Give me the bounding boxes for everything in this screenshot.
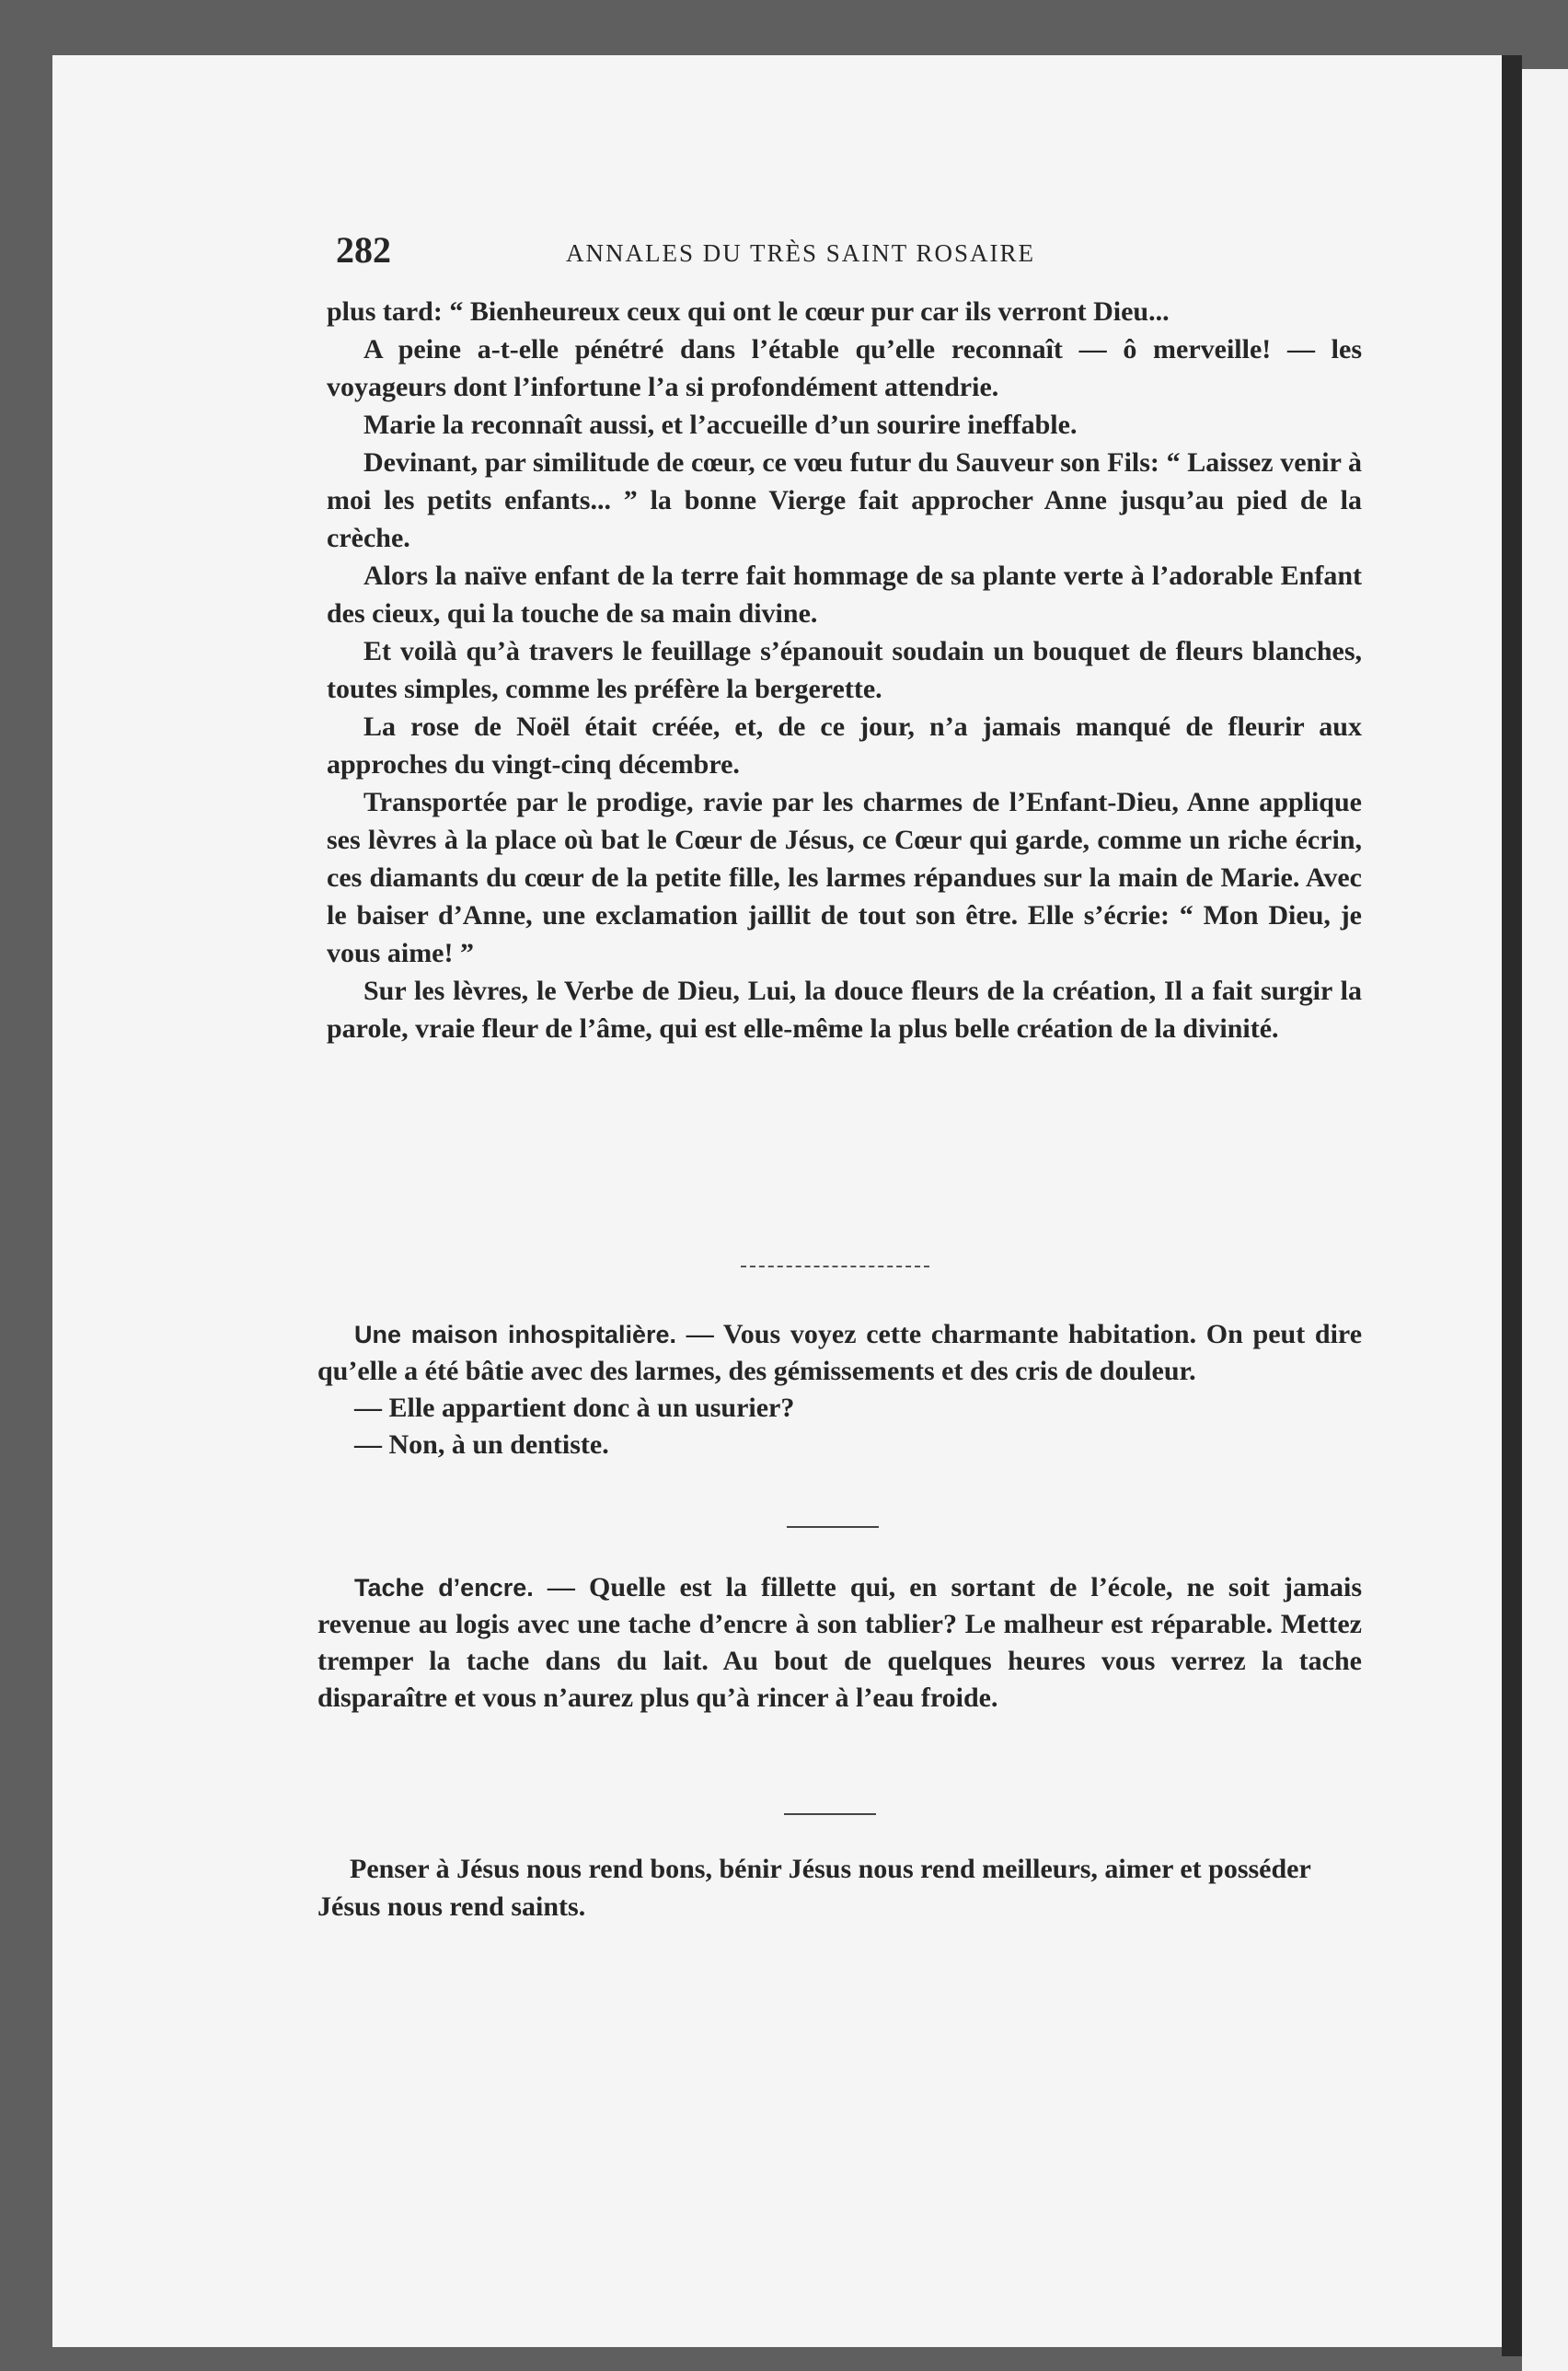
encre-lead: Tache d’encre. [354, 1574, 534, 1602]
section-divider [787, 1526, 879, 1528]
story-paragraph: Marie la reconnaît aussi, et l’accueille d’un sourire ineffable. [363, 410, 1078, 440]
maison-text: — Vous voyez cette charmante habitation. On peut dire qu’elle a été bâtie avec des larmes, des gémissements et des cris de douleur. [317, 1319, 1363, 1386]
facing-page-edge [1522, 69, 1568, 2371]
story-paragraph: plus tard: “ Bienheureux ceux qui ont le cœur pur car ils verront Dieu... [327, 296, 1170, 327]
maison-paragraph [317, 1316, 1362, 1390]
story-paragraph: Devinant, par similitude de cœur, ce vœu futur du Sauveur son Fils: “ Laissez venir à moi les petits enfants... ” la bonne Vierge fait approcher Anne jusqu’au pied de la crèche. [327, 447, 1362, 553]
running-title: ANNALES DU TRÈS SAINT ROSAIRE [566, 239, 1036, 267]
maison-dialogue-2: — Non, à un dentiste. [354, 1429, 609, 1460]
closing-paragraph: Penser à Jésus nous rend bons, bénir Jésus nous rend meilleurs, aimer et posséder Jésus nous rend saints. [317, 1854, 1311, 1922]
story-paragraph: A peine a-t-elle pénétré dans l’étable qu’elle reconnaît — ô merveille! — les voyageurs dont l’infortune l’a si profondément attendrie. [327, 334, 1362, 402]
story-paragraph: Alors la naïve enfant de la terre fait hommage de sa plante verte à l’adorable Enfant des cieux, qui la touche de sa main divine. [327, 561, 1362, 629]
section-divider [784, 1813, 876, 1815]
maison-section [317, 1316, 1362, 1463]
maison-lead: Une maison inhospitalière. [354, 1321, 677, 1348]
encre-paragraph [317, 1569, 1362, 1717]
story-paragraph: Sur les lèvres, le Verbe de Dieu, Lui, la douce fleurs de la création, Il a fait surgir la parole, vraie fleur de l’âme, qui est elle-même la plus belle création de la divinité. [327, 976, 1362, 1044]
story-paragraph: Et voilà qu’à travers le feuillage s’épanouit soudain un bouquet de fleurs blanches, toutes simples, comme les préfère la bergerette. [327, 636, 1362, 704]
maison-dialogue-1: — Elle appartient donc à un usurier? [354, 1393, 795, 1423]
encre-section [317, 1569, 1362, 1717]
section-divider-dashed [741, 1266, 929, 1267]
page-header [336, 228, 1141, 271]
story-paragraph: Transportée par le prodige, ravie par les charmes de l’Enfant-Dieu, Anne applique ses lèvres à la place où bat le Cœur de Jésus, ce Cœur qui garde, comme un riche écrin, ces diamants du cœur de la petite fille, les larmes répandues sur la main de Marie. Avec le baiser d’Anne, une exclamation jaillit de tout son être. Elle s’écrie: “ Mon Dieu, je vous aime! ” [327, 787, 1362, 968]
closing-thought [317, 1850, 1362, 1926]
page-binding-edge [1502, 55, 1522, 2356]
encre-text: — Quelle est la fillette qui, en sortant de l’école, ne soit jamais revenue au logis avec une tache d’encre à son tablier? Le malheur est réparable. Mettez tremper la tache dans du lait. Au bout de quelques heures vous verrez la tache disparaître et vous n’aurez plus qu’à rincer à l’eau froide. [317, 1572, 1362, 1713]
story-text [327, 293, 1362, 1047]
story-paragraph: La rose de Noël était créée, et, de ce jour, n’a jamais manqué de fleurir aux approches du vingt-cinq décembre. [327, 711, 1362, 780]
page-number: 282 [336, 229, 391, 271]
